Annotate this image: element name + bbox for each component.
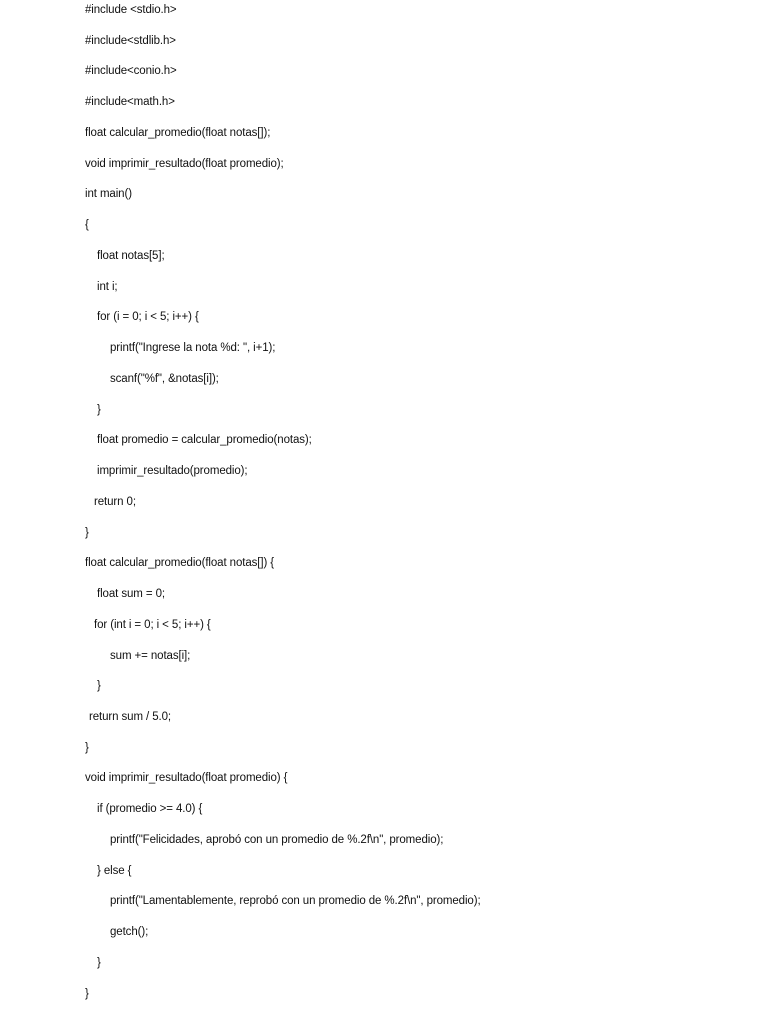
code-line-29: } else { (97, 865, 132, 877)
code-line-2: #include<stdlib.h> (85, 35, 176, 47)
code-line-9: float notas[5]; (97, 250, 165, 262)
code-line-21: for (int i = 0; i < 5; i++) { (94, 619, 211, 631)
code-line-11: for (i = 0; i < 5; i++) { (97, 311, 199, 323)
code-line-16: imprimir_resultado(promedio); (97, 465, 248, 477)
code-line-28: printf("Felicidades, aprobó con un promedio de %.2f\n", promedio); (110, 834, 444, 846)
code-line-19: float calcular_promedio(float notas[]) { (85, 557, 275, 569)
code-line-32: } (97, 957, 101, 969)
code-line-22: sum += notas[i]; (110, 650, 191, 662)
code-line-3: #include<conio.h> (85, 65, 177, 77)
code-line-24: return sum / 5.0; (89, 711, 172, 723)
code-line-10: int i; (97, 281, 118, 293)
code-line-14: } (97, 404, 101, 416)
code-line-1: #include <stdio.h> (85, 4, 177, 16)
code-line-20: float sum = 0; (97, 588, 165, 600)
code-line-4: #include<math.h> (85, 96, 175, 108)
code-line-17: return 0; (94, 496, 136, 508)
code-line-30: printf("Lamentablemente, reprobó con un promedio de %.2f\n", promedio); (110, 895, 481, 907)
code-line-7: int main() (85, 188, 132, 200)
code-line-5: float calcular_promedio(float notas[]); (85, 127, 271, 139)
code-line-25: } (85, 742, 89, 754)
code-line-13: scanf("%f", &notas[i]); (110, 373, 219, 385)
code-line-27: if (promedio >= 4.0) { (97, 803, 203, 815)
code-line-18: } (85, 527, 89, 539)
code-line-23: } (97, 680, 101, 692)
code-line-6: void imprimir_resultado(float promedio); (85, 158, 284, 170)
code-line-12: printf("Ingrese la nota %d: ", i+1); (110, 342, 276, 354)
code-line-33: } (85, 988, 89, 1000)
code-line-8: { (85, 219, 89, 231)
code-line-31: getch(); (110, 926, 149, 938)
code-line-15: float promedio = calcular_promedio(notas); (97, 434, 312, 446)
code-line-26: void imprimir_resultado(float promedio) { (85, 772, 288, 784)
